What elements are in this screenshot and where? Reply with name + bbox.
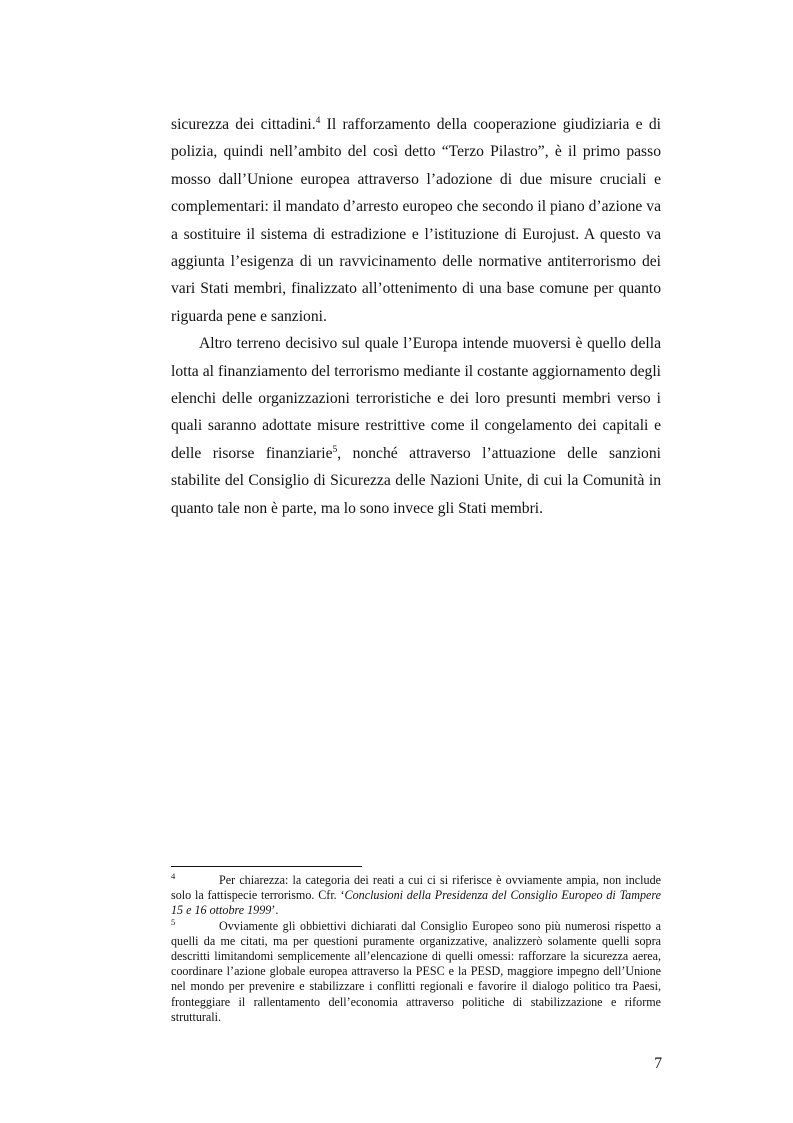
paragraph-1-start: sicurezza dei cittadini. xyxy=(171,116,316,133)
footnotes xyxy=(171,873,661,1025)
footnote-5: 5 Ovviamente gli obbiettivi dichiarati dal Consiglio Europeo sono più numerosi rispetto a quelli da me citati, ma per questioni puramente organizzative, analizzerò solamente quelli sopra descritti limitandomi semplicemente all’elencazione di quelli omessi: rafforzare la sicurezza aerea, coordinare l’azione globale europea attraverso la PESC e la PESD, maggiore impegno dell’Unione nel mondo per prevenire e stabilizzare i conflitti regionali e favorire il dialogo politico tra Paesi, fronteggiare il rallentamento dell’economia attraverso politiche di stabilizzazione e riforme strutturali. xyxy=(171,916,661,1024)
footnote-text: Per chiarezza: la categoria dei reati a cui ci si riferisce è ovviamente ampia, non include solo la fattispecie terrorismo. Cfr. ‘ xyxy=(171,873,661,903)
page-number: 7 xyxy=(654,1055,662,1072)
paragraph-2-start: Altro terreno decisivo sul quale l’Europa intende muoversi è quello della lotta al finanziamento del terrorismo mediante il costante aggiornamento degli elenchi delle organizzazioni terroristiche e dei loro presunti membri verso i quali saranno adottate misure restrittive come il congelamento dei capitali e delle risorse finanziarie xyxy=(171,335,661,462)
footnote-text-end: ’. xyxy=(271,903,279,918)
paragraph-1 xyxy=(171,111,661,330)
footnote-separator xyxy=(171,866,362,867)
footnote-text: Ovviamente gli obbiettivi dichiarati dal Consiglio Europeo sono più numerosi rispetto a quelli da me citati, ma per questioni puramente organizzative, analizzerò solamente quelli sopra descritti limitandomi semplicemente all’elencazione di quelli omessi: rafforzare la sicurezza aerea, coordinare l’azione globale europea attraverso la PESC e la PESD, maggiore impegno dell’Unione nel mondo per prevenire e stabilizzare i conflitti regionali e favorire il dialogo politico tra Paesi, fronteggiare il rallentamento dell’economia attraverso politiche di stabilizzazione e riforme strutturali. xyxy=(171,918,661,1024)
footnote-citation: Conclusioni della Presidenza del Consiglio Europeo di Tampere 15 e 16 ottobre 1999 xyxy=(171,888,662,918)
footnote-ref-4[interactable]: 4 xyxy=(315,116,321,126)
paragraph-1-rest: Il rafforzamento della cooperazione giudiziaria e di polizia, quindi nell’ambito del così detto “Terzo Pilastro”, è il primo passo mosso dall’Unione europea attraverso l’adozione di due misure cruciali e complementari: il mandato d’arresto europeo che secondo il piano d’azione va a sostituire il sistema di estradizione e l’istituzione di Eurojust. A questo va aggiunta l’esigenza di un ravvicinamento delle normative antiterrorismo dei vari Stati membri, finalizzato all’ottenimento di una base comune per quanto riguarda pene e sanzioni. xyxy=(171,116,661,325)
body-text xyxy=(171,111,661,522)
footnote-4: 4 Per chiarezza: la categoria dei reati a cui ci si riferisce è ovviamente ampia, non include solo la fattispecie terrorismo. Cfr. ‘Conclusioni della Presidenza del Consiglio Europeo di Tampere 15 e 16 ottobre 1999’. xyxy=(171,871,662,918)
paragraph-2-rest: , nonché attraverso l’attuazione delle sanzioni stabilite del Consiglio di Sicurezza delle Nazioni Unite, di cui la Comunità in quanto tale non è parte, ma lo sono invece gli Stati membri. xyxy=(171,444,661,517)
footnote-ref-5[interactable]: 5 xyxy=(332,444,338,455)
paragraph-2 xyxy=(171,330,661,522)
